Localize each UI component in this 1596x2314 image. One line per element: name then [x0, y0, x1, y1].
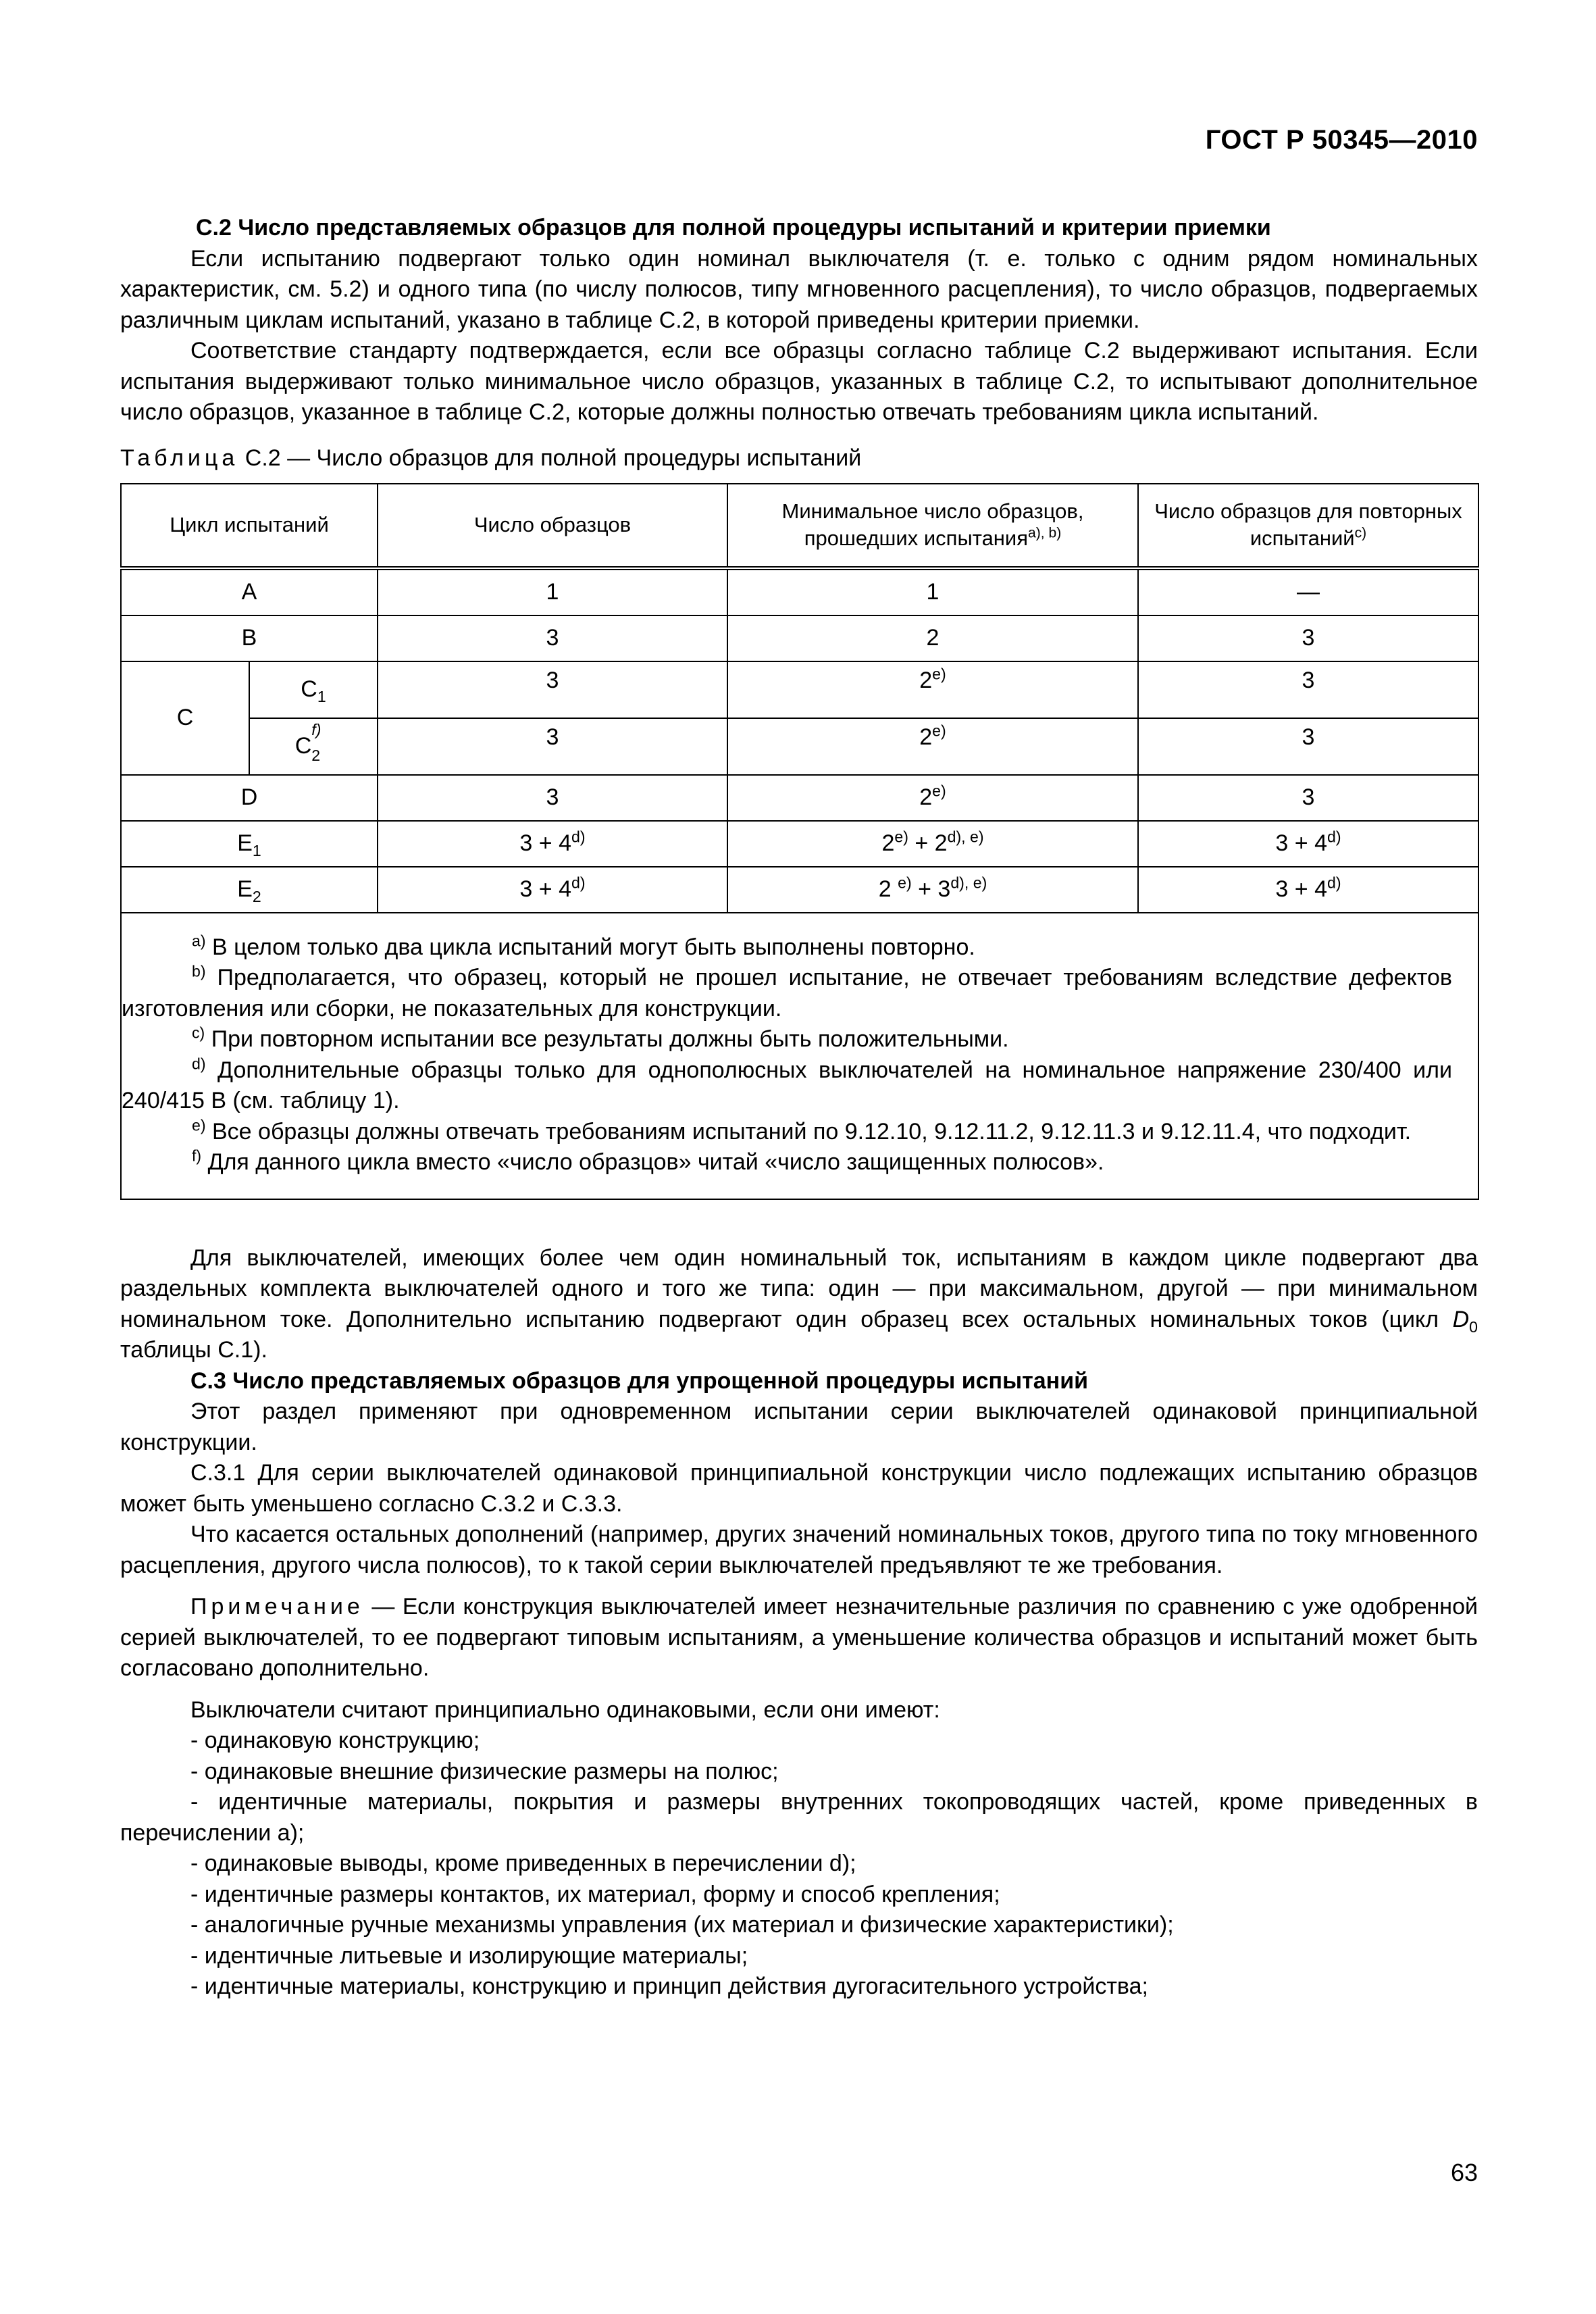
cell-samples — [378, 821, 727, 867]
cell-min — [727, 821, 1138, 867]
table-footnote — [122, 1024, 1452, 1055]
cycle-base: E — [237, 830, 253, 856]
footnote-mark: f) — [192, 1147, 202, 1165]
list-item: - одинаковые внешние физические размеры на полюс; — [190, 1758, 779, 1784]
paragraph-text: таблицы С.1). — [120, 1337, 267, 1363]
cell-min — [727, 775, 1138, 821]
footnote-text: Все образцы должны отвечать требованиям испытаний по 9.12.10, 9.12.11.2, 9.12.11.3 и 9.12.11.4, что подходит. — [205, 1118, 1412, 1145]
list-item: - идентичные материалы, конструкцию и принцип действия дугогасительного устройства; — [190, 1973, 1148, 1999]
cell-samples-value: 3 + 4 — [519, 830, 571, 856]
samples-table — [120, 483, 1479, 1200]
footnote-mark: b) — [192, 962, 206, 980]
footnote-mark: a) — [192, 932, 206, 950]
table-row — [121, 661, 1478, 718]
cell-samples: 3 — [378, 775, 727, 821]
cell-min: 2 — [727, 615, 1138, 661]
footnote-ref: d) — [571, 828, 586, 846]
footnote-text: При повторном испытании все результаты должны быть положительными. — [205, 1026, 1009, 1052]
cycle-index: 1 — [252, 841, 261, 859]
cell-samples: 3 — [378, 661, 727, 718]
footnote-ref: e) — [894, 828, 908, 846]
table-notes-row — [121, 913, 1478, 1199]
table-row — [121, 615, 1478, 661]
cell-repeat — [1138, 867, 1478, 913]
footnote-mark: e) — [192, 1116, 206, 1134]
table-footnote — [122, 963, 1452, 1024]
cell-min-value: 2 — [919, 784, 933, 810]
cell-repeat-value: 3 + 4 — [1275, 876, 1327, 902]
cell-min-value: 2 — [919, 724, 933, 750]
footnote-ref: d) — [571, 874, 586, 892]
list-item: - идентичные материалы, покрытия и размеры внутренних токопроводящих частей, кроме приведенных в перечислении а); — [120, 1789, 1478, 1846]
table-row — [121, 718, 1478, 775]
cell-cycle: C — [121, 661, 249, 775]
footnote-text: Предполагается, что образец, который не прошел испытание, не отвечает требованиям вследствие дефектов изготовления или сборки, не показательных для конструкции. — [122, 965, 1452, 1022]
cell-min-value: + 2 — [908, 830, 948, 856]
note — [120, 1592, 1478, 1684]
table-caption — [120, 443, 1478, 474]
cell-min — [727, 867, 1138, 913]
list-intro: Выключатели считают принципиально одинаковыми, если они имеют: — [190, 1696, 940, 1723]
footnote-text: Дополнительные образцы только для однополюсных выключателей на номинальное напряжение 230/400 или 240/415 В (см. таблицу 1). — [122, 1057, 1452, 1113]
table-notes — [121, 913, 1478, 1199]
footnote-ref: e) — [932, 722, 946, 740]
paragraph: Что касается остальных дополнений (например, других значений номинальных токов, другого типа по току мгновенного расцепления, другого числа полюсов), то к такой серии выключателей предъявляют те же требования. — [120, 1521, 1478, 1578]
list-item: - одинаковую конструкцию; — [190, 1728, 480, 1753]
footnote-ref: d), e) — [947, 828, 984, 846]
cell-repeat-value: 3 + 4 — [1275, 830, 1327, 856]
cell-repeat: 3 — [1138, 661, 1478, 718]
table-footnote — [122, 1117, 1452, 1148]
header-samples: Число образцов — [378, 484, 727, 568]
footnote-ref: e) — [932, 665, 946, 683]
cell-repeat: 3 — [1138, 615, 1478, 661]
cell-cycle: B — [121, 615, 378, 661]
paragraph — [120, 1243, 1478, 1366]
paragraph: Этот раздел применяют при одновременном испытании серии выключателей одинаковой принципиальной конструкции. — [120, 1399, 1478, 1455]
footnote-text: В целом только два цикла испытаний могут быть выполнены повторно. — [205, 934, 975, 960]
footnote-ref: c) — [1354, 525, 1367, 541]
table-caption-label: Таблица — [120, 445, 239, 471]
cell-samples — [378, 867, 727, 913]
subcycle-base: C — [294, 733, 312, 759]
cell-min: 1 — [727, 568, 1138, 615]
cell-repeat: 3 — [1138, 718, 1478, 775]
table-row — [121, 775, 1478, 821]
list-item: - аналогичные ручные механизмы управления (их материал и физические характеристики); — [190, 1912, 1174, 1938]
cell-min-value: 2 — [881, 830, 895, 856]
footnote-ref: e) — [932, 782, 946, 800]
header-min-samples — [727, 484, 1138, 568]
cycle-variable: D — [1452, 1306, 1470, 1332]
table-footnote — [122, 1147, 1452, 1178]
subcycle-index: 1 — [317, 687, 326, 705]
page-content — [120, 213, 1478, 2003]
cell-samples: 1 — [378, 568, 727, 615]
table-footnote — [122, 932, 1452, 963]
footnote-ref: d) — [1327, 828, 1341, 846]
footnote-mark: d) — [192, 1055, 206, 1073]
header-min-samples-text: Минимальное число образцов, прошедших испытания — [781, 499, 1084, 550]
table-row — [121, 821, 1478, 867]
cell-min — [727, 718, 1138, 775]
note-label: Примечание — [190, 1594, 364, 1619]
subcycle-index: 2 — [311, 747, 321, 764]
subcycle-base: C — [301, 676, 317, 702]
page-number: 63 — [1450, 2159, 1478, 2186]
document-code: ГОСТ Р 50345—2010 — [1205, 125, 1478, 155]
cell-min — [727, 661, 1138, 718]
list-item: - идентичные размеры контактов, их материал, форму и способ крепления; — [190, 1881, 1000, 1907]
cell-min-value: 2 — [878, 876, 898, 902]
cell-min-value: 2 — [919, 667, 933, 693]
cell-samples: 3 — [378, 718, 727, 775]
cell-subcycle — [249, 718, 378, 775]
paragraph: Соответствие стандарту подтверждается, если все образцы согласно таблице С.2 выдерживают испытания. Если испытания выдерживают только минимальное число образцов, указанных в таблице С.2, то испытывают дополнительное число образцов, указанное в таблице С.2, которые должны полностью отвечать требованиям цикла испытаний. — [120, 338, 1478, 425]
table-row — [121, 867, 1478, 913]
cell-min-value: + 3 — [911, 876, 951, 902]
footnote-mark: c) — [192, 1024, 205, 1042]
table-row — [121, 568, 1478, 615]
cycle-base: E — [237, 876, 253, 902]
list-item: - одинаковые выводы, кроме приведенных в перечислении d); — [190, 1851, 856, 1876]
header-repeat-samples-text: Число образцов для повторных испытаний — [1154, 499, 1462, 550]
cell-cycle — [121, 821, 378, 867]
footnote-ref: d) — [1327, 874, 1341, 892]
cell-repeat: 3 — [1138, 775, 1478, 821]
footnote-ref: e) — [898, 874, 912, 892]
subcycle-footnote-ref: f) — [311, 721, 321, 738]
paragraph: С.3.1 Для серии выключателей одинаковой принципиальной конструкции число подлежащих испытанию образцов может быть уменьшено согласно С.3.2 и С.3.3. — [120, 1460, 1478, 1517]
table-footnote — [122, 1055, 1452, 1117]
cell-repeat: — — [1138, 568, 1478, 615]
header-cycle: Цикл испытаний — [121, 484, 378, 568]
cell-subcycle — [249, 661, 378, 718]
list-item: - идентичные литьевые и изолирующие материалы; — [190, 1942, 748, 1969]
cycle-index: 2 — [252, 887, 261, 905]
footnote-ref: a), b) — [1028, 525, 1062, 541]
cell-cycle: A — [121, 568, 378, 615]
header-repeat-samples — [1138, 484, 1478, 568]
cell-samples-value: 3 + 4 — [519, 876, 571, 902]
footnote-ref: d), e) — [950, 874, 987, 892]
cycle-variable-index: 0 — [1469, 1317, 1478, 1336]
paragraph-text: Для выключателей, имеющих более чем один номинальный ток, испытаниям в каждом цикле подвергают два раздельных комплекта выключателей одного и того же типа: один — при максимальном, другой — при минимальном номинальном токе. Дополнительно испытанию подвергают один образец всех остальных номинальных токов (цикл — [120, 1244, 1478, 1332]
section-heading-c3: С.3 Число представляемых образцов для упрощенной процедуры испытаний — [190, 1367, 1089, 1394]
section-heading-c2: С.2 Число представляемых образцов для полной процедуры испытаний и критерии приемки — [196, 215, 1271, 241]
cell-repeat — [1138, 821, 1478, 867]
note-text: — Если конструкция выключателей имеет незначительные различия по сравнению с уже одобренной серией выключателей, то ее подвергают типовым испытаниям, а уменьшение количества образцов и испытаний может быть согласовано дополнительно. — [120, 1594, 1478, 1681]
footnote-text: Для данного цикла вместо «число образцов» читай «число защищенных полюсов». — [201, 1149, 1104, 1175]
cell-cycle — [121, 867, 378, 913]
cell-samples: 3 — [378, 615, 727, 661]
paragraph: Если испытанию подвергают только один номинал выключателя (т. е. только с одним рядом номинальных характеристик, см. 5.2) и одного типа (по числу полюсов, типу мгновенного расцепления), то число образцов, подвергаемых различным циклам испытаний, указано в таблице С.2, в которой приведены критерии приемки. — [120, 245, 1478, 333]
table-caption-text: С.2 — Число образцов для полной процедуры испытаний — [238, 445, 862, 471]
cell-cycle: D — [121, 775, 378, 821]
table-header-row — [121, 484, 1478, 568]
